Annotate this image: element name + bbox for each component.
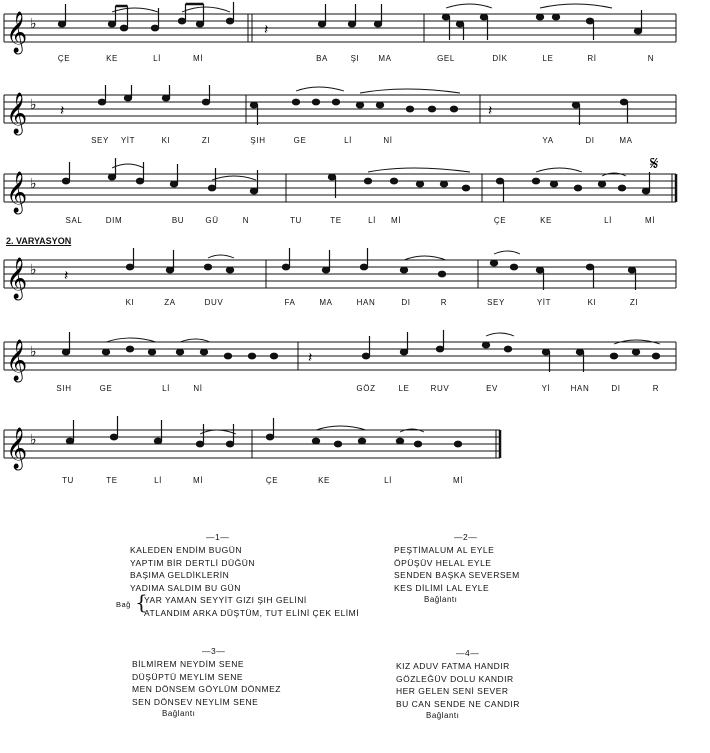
syllable: GÜ	[205, 216, 219, 225]
refrain-line: ATLANDIM ARKA DÜŞTÜM, TUT ELİNİ ÇEK ELİMİ	[144, 607, 360, 618]
syllable: MA	[619, 136, 633, 145]
verse-line: KALEDEN ENDİM BUGÜN	[130, 545, 242, 555]
brace-icon: {	[135, 590, 149, 615]
syllable: SEY	[487, 298, 505, 307]
verse-line: BAŞIMA GELDİKLERİN	[130, 570, 230, 581]
syllable: LE	[398, 384, 410, 393]
syllable: KE	[540, 216, 552, 225]
syllable: ÇE	[493, 216, 507, 225]
verse-2	[394, 532, 520, 607]
syllable: FA	[284, 298, 296, 307]
syllable: DIM	[105, 216, 123, 225]
syllable: N	[242, 216, 250, 225]
lyrics-row-3	[0, 216, 710, 228]
syllable: Lİ	[604, 216, 612, 225]
syllable: GEL	[437, 54, 455, 63]
verse-number: —3—	[202, 646, 226, 656]
syllable: HAN	[356, 298, 376, 307]
syllable: Yİ	[541, 384, 551, 393]
lyrics-row-4	[0, 298, 710, 310]
syllable: MA	[319, 298, 333, 307]
syllable: Mİ	[452, 476, 464, 485]
rest-icon: 𝄽	[64, 268, 69, 284]
treble-clef-icon: 𝄞	[6, 93, 28, 134]
syllable: BA	[316, 54, 328, 63]
syllable: DI	[611, 384, 621, 393]
syllable: SEY	[91, 136, 109, 145]
syllable: KI	[125, 298, 135, 307]
treble-clef-icon: 𝄞	[6, 172, 28, 213]
syllable: Lİ	[344, 136, 352, 145]
syllable: KE	[106, 54, 118, 63]
lyrics-row-6	[0, 476, 710, 488]
syllable: LE	[542, 54, 554, 63]
syllable: MA	[378, 54, 392, 63]
syllable: ÇE	[57, 54, 71, 63]
syllable: Lİ	[368, 216, 376, 225]
syllable: Lİ	[154, 476, 162, 485]
syllable: Lİ	[162, 384, 170, 393]
syllable: RUV	[430, 384, 450, 393]
syllable: Nİ	[193, 384, 203, 393]
syllable: HAN	[570, 384, 590, 393]
key-signature-flat-icon: ♭	[30, 97, 37, 113]
verse-3	[132, 646, 281, 721]
syllable: Lİ	[384, 476, 392, 485]
syllable: KI	[161, 136, 171, 145]
refrain-block	[116, 590, 360, 619]
syllable: EV	[486, 384, 498, 393]
syllable: ÇE	[265, 476, 279, 485]
syllable: ZI	[201, 136, 211, 145]
key-signature-flat-icon: ♭	[30, 16, 37, 32]
syllable: Rİ	[587, 54, 597, 63]
syllable: ZI	[629, 298, 639, 307]
syllable: SIH	[56, 384, 72, 393]
syllable: Mİ	[390, 216, 402, 225]
syllable: Lİ	[153, 54, 161, 63]
syllable: YA	[542, 136, 554, 145]
music-system-2	[0, 85, 710, 155]
syllable: ZA	[164, 298, 176, 307]
lyrics-row-2	[0, 136, 710, 148]
syllable: ŞIH	[250, 136, 266, 145]
music-system-6	[0, 412, 710, 488]
syllable: SAL	[65, 216, 83, 225]
syllable: KI	[587, 298, 597, 307]
verse-line: YAPTIM BİR DERTLİ DÜĞÜN	[130, 557, 256, 568]
syllable: DI	[401, 298, 411, 307]
rest-icon: 𝄽	[60, 103, 65, 119]
verse-line: SEN DÖNSEV NEYLİM SENE	[132, 696, 259, 707]
syllable: TE	[330, 216, 342, 225]
lyrics-row-5	[0, 384, 710, 396]
syllable: R	[440, 298, 448, 307]
syllable: Mİ	[192, 476, 204, 485]
refrain-label: Bağ	[116, 600, 131, 610]
syllable: ŞI	[350, 54, 360, 63]
verse-4	[396, 648, 520, 723]
rest-icon: 𝄽	[308, 350, 313, 366]
syllable: DİK	[492, 54, 508, 63]
refrain-label: Bağlantı	[424, 595, 458, 605]
syllable: TE	[106, 476, 118, 485]
verse-line: SENDEN BAŞKA SEVERSEM	[394, 570, 520, 581]
music-system-3	[0, 158, 710, 234]
syllable: GE	[99, 384, 113, 393]
verse-line: HER GELEN SENİ SEVER	[396, 686, 509, 697]
syllable: Mİ	[644, 216, 656, 225]
verse-line: MEN DÖNSEM GÖYLÜM DÖNMEZ	[132, 684, 281, 695]
segno-icon: 𝄋	[650, 158, 659, 175]
syllable: GÖZ	[356, 384, 376, 393]
syllable: KE	[318, 476, 330, 485]
syllable: Mİ	[192, 54, 204, 63]
verse-line: KIZ ADUV FATMA HANDIR	[396, 661, 510, 671]
verse-line: DÜŞÜPTÜ MEYLİM SENE	[132, 671, 244, 682]
rest-icon: 𝄽	[264, 22, 269, 38]
verse-number: —4—	[456, 648, 480, 658]
syllable: YİT	[120, 136, 136, 145]
syllable: Nİ	[383, 136, 393, 145]
verse-number: —1—	[206, 532, 230, 542]
verse-line: BİLMİREM NEYDİM SENE	[132, 659, 245, 669]
refrain-label: Bağlantı	[426, 711, 460, 721]
verse-line: BU CAN SENDE NE CANDIR	[396, 698, 520, 709]
syllable: TU	[290, 216, 302, 225]
treble-clef-icon: 𝄞	[6, 12, 28, 53]
syllable: N	[647, 54, 655, 63]
treble-clef-icon: 𝄞	[6, 258, 28, 299]
treble-clef-icon: 𝄞	[6, 428, 28, 469]
syllable: DUV	[204, 298, 224, 307]
syllable: BU	[171, 216, 185, 225]
key-signature-flat-icon: ♭	[30, 344, 37, 360]
verse-1	[116, 532, 360, 620]
verse-line: PEŞTİMALUM AL EYLE	[394, 545, 495, 555]
key-signature-flat-icon: ♭	[30, 432, 37, 448]
verse-number: —2—	[454, 532, 478, 542]
key-signature-flat-icon: ♭	[30, 176, 37, 192]
verse-line: GÖZLEĞÜV DOLU KANDIR	[396, 673, 514, 684]
music-system-1	[0, 0, 710, 70]
verse-line: ÖPÜŞÜV HELAL EYLE	[394, 557, 492, 568]
syllable: GE	[293, 136, 307, 145]
rest-icon: 𝄽	[488, 103, 493, 119]
syllable: R	[652, 384, 660, 393]
music-system-4	[0, 246, 710, 320]
syllable: TU	[62, 476, 74, 485]
lyrics-row-1	[0, 54, 710, 66]
refrain-label: Bağlantı	[162, 709, 196, 719]
verse-line: KES DİLİMİ LAL EYLE	[394, 582, 490, 593]
verse-line: YADIMA SALDIM BU GÜN	[130, 582, 241, 593]
treble-clef-icon: 𝄞	[6, 340, 28, 381]
refrain-line: YAR YAMAN SEYYİT GIZI ŞIH GELİNİ	[144, 595, 307, 606]
key-signature-flat-icon: ♭	[30, 262, 37, 278]
syllable: DI	[585, 136, 595, 145]
syllable: YİT	[536, 298, 552, 307]
variation-label: 2. VARYASYON	[6, 236, 72, 246]
music-system-5	[0, 328, 710, 402]
